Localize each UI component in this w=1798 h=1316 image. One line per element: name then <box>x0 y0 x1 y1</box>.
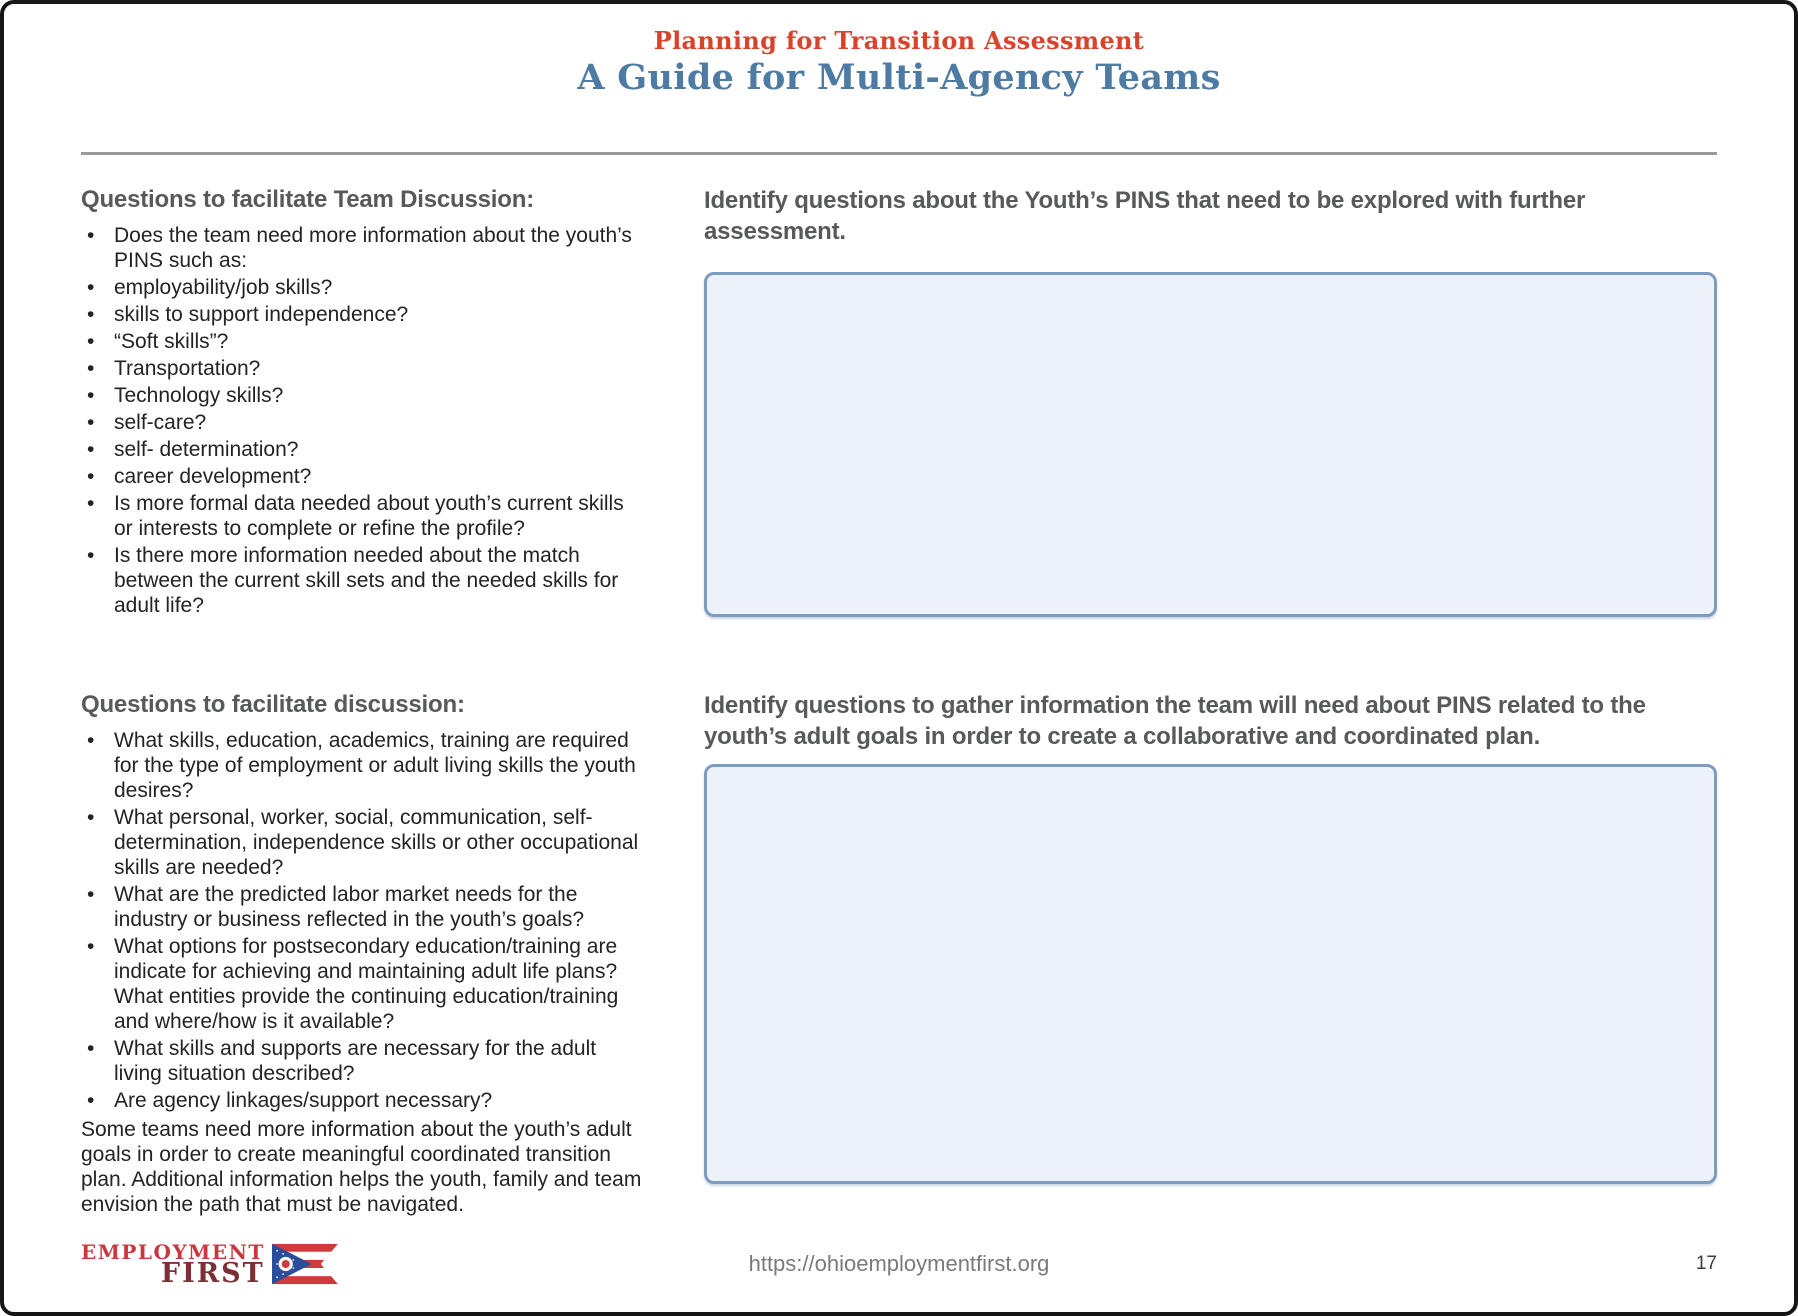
list-item: • What personal, worker, social, communication, self-determination, independence skills or other occupational skills are needed? <box>81 805 646 880</box>
logo-word-first: FIRST <box>160 1258 265 1289</box>
list-item: • Is more formal data needed about youth’s current skills or interests to complete or refine the profile? <box>81 491 646 541</box>
page-number: 17 <box>1695 1253 1717 1274</box>
list-item: • Are agency linkages/support necessary? <box>81 1088 646 1113</box>
page-footer <box>81 1240 1717 1312</box>
list-item: • Is there more information needed about the match between the current skill sets and the needed skills for adult life? <box>81 543 646 618</box>
horizontal-divider <box>81 152 1717 155</box>
response-area-2 <box>704 690 1717 1184</box>
list-item: • self- determination? <box>81 437 646 462</box>
section-row-1 <box>81 185 1717 690</box>
left-heading-2: Questions to facilitate discussion: <box>81 691 465 718</box>
footer-left <box>81 1240 749 1288</box>
bullet-list-1 <box>81 223 646 618</box>
page-header <box>81 4 1717 100</box>
page-kicker: Planning for Transition Assessment <box>653 26 1145 55</box>
response-area-1 <box>704 185 1717 617</box>
list-item: • Technology skills? <box>81 383 646 408</box>
list-item: • What skills, education, academics, training are required for the type of employment or adult living skills the youth desires? <box>81 728 646 803</box>
ohio-flag-icon <box>272 1240 338 1288</box>
list-item: • self-care? <box>81 410 646 435</box>
facilitation-questions-2 <box>81 690 646 1217</box>
employment-first-logo <box>81 1240 338 1288</box>
left-paragraph: Some teams need more information about the youth’s adult goals in order to create meaningful coordinated transition plan. Additional information helps the youth, family and team envision the path that must be navigated. <box>81 1118 642 1216</box>
logo-text <box>81 1240 265 1289</box>
response-textarea-2[interactable] <box>704 764 1717 1184</box>
list-item: • career development? <box>81 464 646 489</box>
section-row-2 <box>81 690 1717 1217</box>
prompt-text-1: Identify questions about the Youth’s PINS that need to be explored with further assessment. <box>704 187 1586 245</box>
logo-word-employment: EMPLOYMENT <box>81 1240 265 1264</box>
list-item: • employability/job skills? <box>81 275 646 300</box>
footer-right <box>1049 1253 1717 1275</box>
list-item: • Transportation? <box>81 356 646 381</box>
list-item: • What are the predicted labor market needs for the industry or business reflected in the youth’s goals? <box>81 882 646 932</box>
prompt-text-2: Identify questions to gather information the team will need about PINS related to the youth’s adult goals in order to create a collaborative and coordinated plan. <box>704 692 1646 750</box>
list-item: • “Soft skills”? <box>81 329 646 354</box>
list-item: • Does the team need more information about the youth’s PINS such as: <box>81 223 646 273</box>
main-content <box>81 185 1717 1217</box>
list-item: • What skills and supports are necessary for the adult living situation described? <box>81 1036 646 1086</box>
footer-center <box>749 1251 1050 1277</box>
page-title: A Guide for Multi-Agency Teams <box>577 57 1221 98</box>
list-item: • What options for postsecondary education/training are indicate for achieving and maintaining adult life plans? What entities provide the continuing education/training and where/how is it available? <box>81 934 646 1034</box>
list-item: • skills to support independence? <box>81 302 646 327</box>
footer-url-link[interactable]: https://ohioemploymentfirst.org <box>748 1251 1050 1276</box>
left-heading-1: Questions to facilitate Team Discussion: <box>81 186 534 213</box>
bullet-list-2 <box>81 728 646 1113</box>
facilitation-questions-1 <box>81 185 646 620</box>
response-textarea-1[interactable] <box>704 272 1717 617</box>
